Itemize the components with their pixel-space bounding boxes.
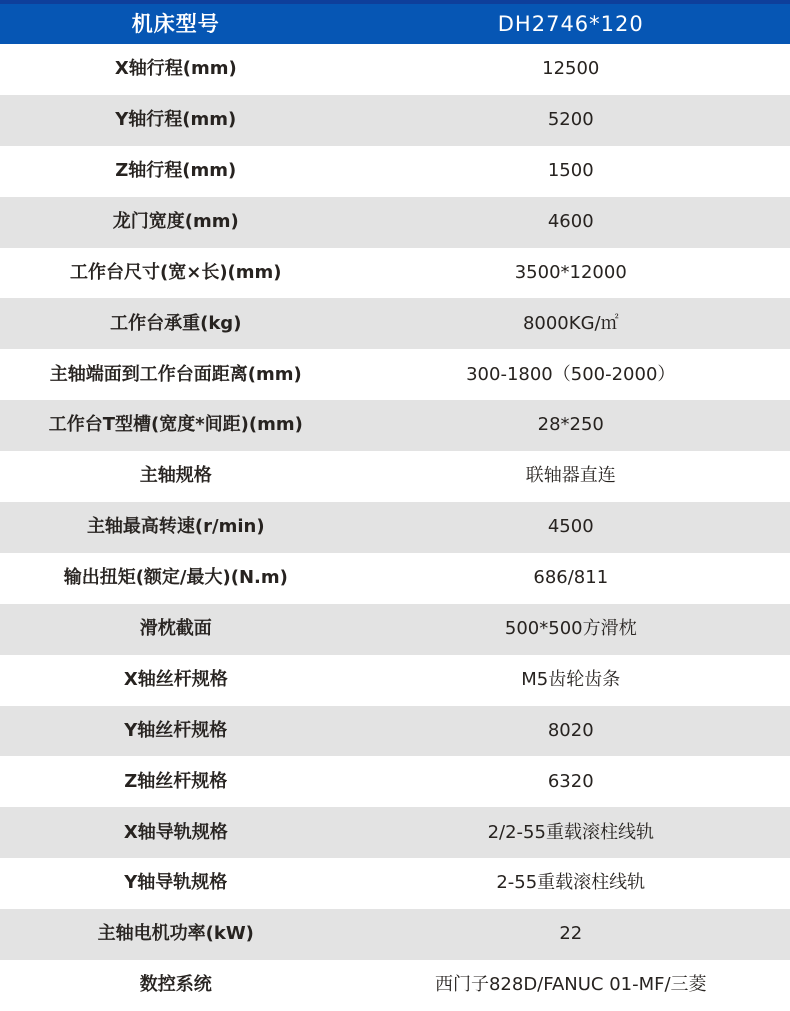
spec-value: 500*500方滑枕 (504, 617, 637, 639)
spec-value: 22 (559, 923, 583, 945)
table-row (0, 349, 790, 400)
table-row (0, 604, 790, 655)
table-row (0, 909, 790, 960)
spec-label: Y轴行程(mm) (115, 109, 237, 131)
table-row (0, 756, 790, 807)
spec-value: 28*250 (537, 414, 604, 436)
spec-label: 工作台尺寸(宽×长)(mm) (70, 261, 282, 283)
spec-label: 工作台T型槽(宽度*间距)(mm) (48, 414, 303, 436)
spec-value: 联轴器直连 (525, 465, 616, 487)
spec-value: 4500 (547, 516, 594, 538)
spec-value: 1500 (547, 159, 594, 181)
spec-value: 3500*12000 (514, 261, 627, 283)
table-row (0, 197, 790, 248)
spec-value: 8020 (547, 719, 594, 741)
spec-value: 12500 (542, 58, 600, 80)
table-row (0, 95, 790, 146)
table-row (0, 44, 790, 95)
spec-value: 2/2-55重载滚柱线轨 (487, 821, 654, 843)
spec-value: M5齿轮齿条 (521, 668, 621, 690)
spec-label: 输出扭矩(额定/最大)(N.m) (63, 567, 288, 589)
table-row (0, 858, 790, 909)
table-row (0, 553, 790, 604)
table-row (0, 400, 790, 451)
spec-label: X轴行程(mm) (114, 58, 237, 80)
spec-value: 6320 (547, 770, 594, 792)
spec-label: 主轴最高转速(r/min) (86, 516, 265, 538)
spec-label: 龙门宽度(mm) (112, 210, 239, 232)
table-row (0, 248, 790, 299)
spec-value: 300-1800（500-2000） (466, 363, 676, 385)
spec-value: 西门子828D/FANUC 01-MF/三菱 (434, 974, 707, 996)
spec-label: Y轴丝杆规格 (124, 719, 228, 741)
spec-value: 5200 (547, 109, 594, 131)
header-model-value: DH2746*120 (497, 11, 644, 36)
spec-label: 数控系统 (139, 974, 212, 996)
table-row (0, 807, 790, 858)
spec-label: Z轴行程(mm) (115, 159, 237, 181)
spec-value: 2-55重载滚柱线轨 (496, 872, 646, 894)
header-model-label: 机床型号 (131, 11, 220, 36)
table-row (0, 960, 790, 1011)
spec-table-body (0, 44, 790, 1011)
spec-label: 主轴电机功率(kW) (97, 923, 254, 945)
spec-label: Y轴导轨规格 (124, 872, 228, 894)
spec-label: 主轴端面到工作台面距离(mm) (49, 363, 302, 385)
spec-value: 8000KG/㎡ (522, 312, 619, 334)
spec-label: X轴丝杆规格 (123, 668, 228, 690)
table-row (0, 502, 790, 553)
spec-label: 工作台承重(kg) (110, 312, 242, 334)
table-header-row (0, 0, 790, 44)
spec-label: 滑枕截面 (139, 617, 212, 639)
table-row (0, 298, 790, 349)
table-row (0, 655, 790, 706)
spec-label: Z轴丝杆规格 (124, 770, 228, 792)
spec-label: X轴导轨规格 (123, 821, 228, 843)
spec-value: 4600 (547, 210, 594, 232)
table-row (0, 706, 790, 757)
spec-label: 主轴规格 (139, 465, 212, 487)
table-row (0, 451, 790, 502)
spec-value: 686/811 (533, 567, 609, 589)
table-row (0, 146, 790, 197)
